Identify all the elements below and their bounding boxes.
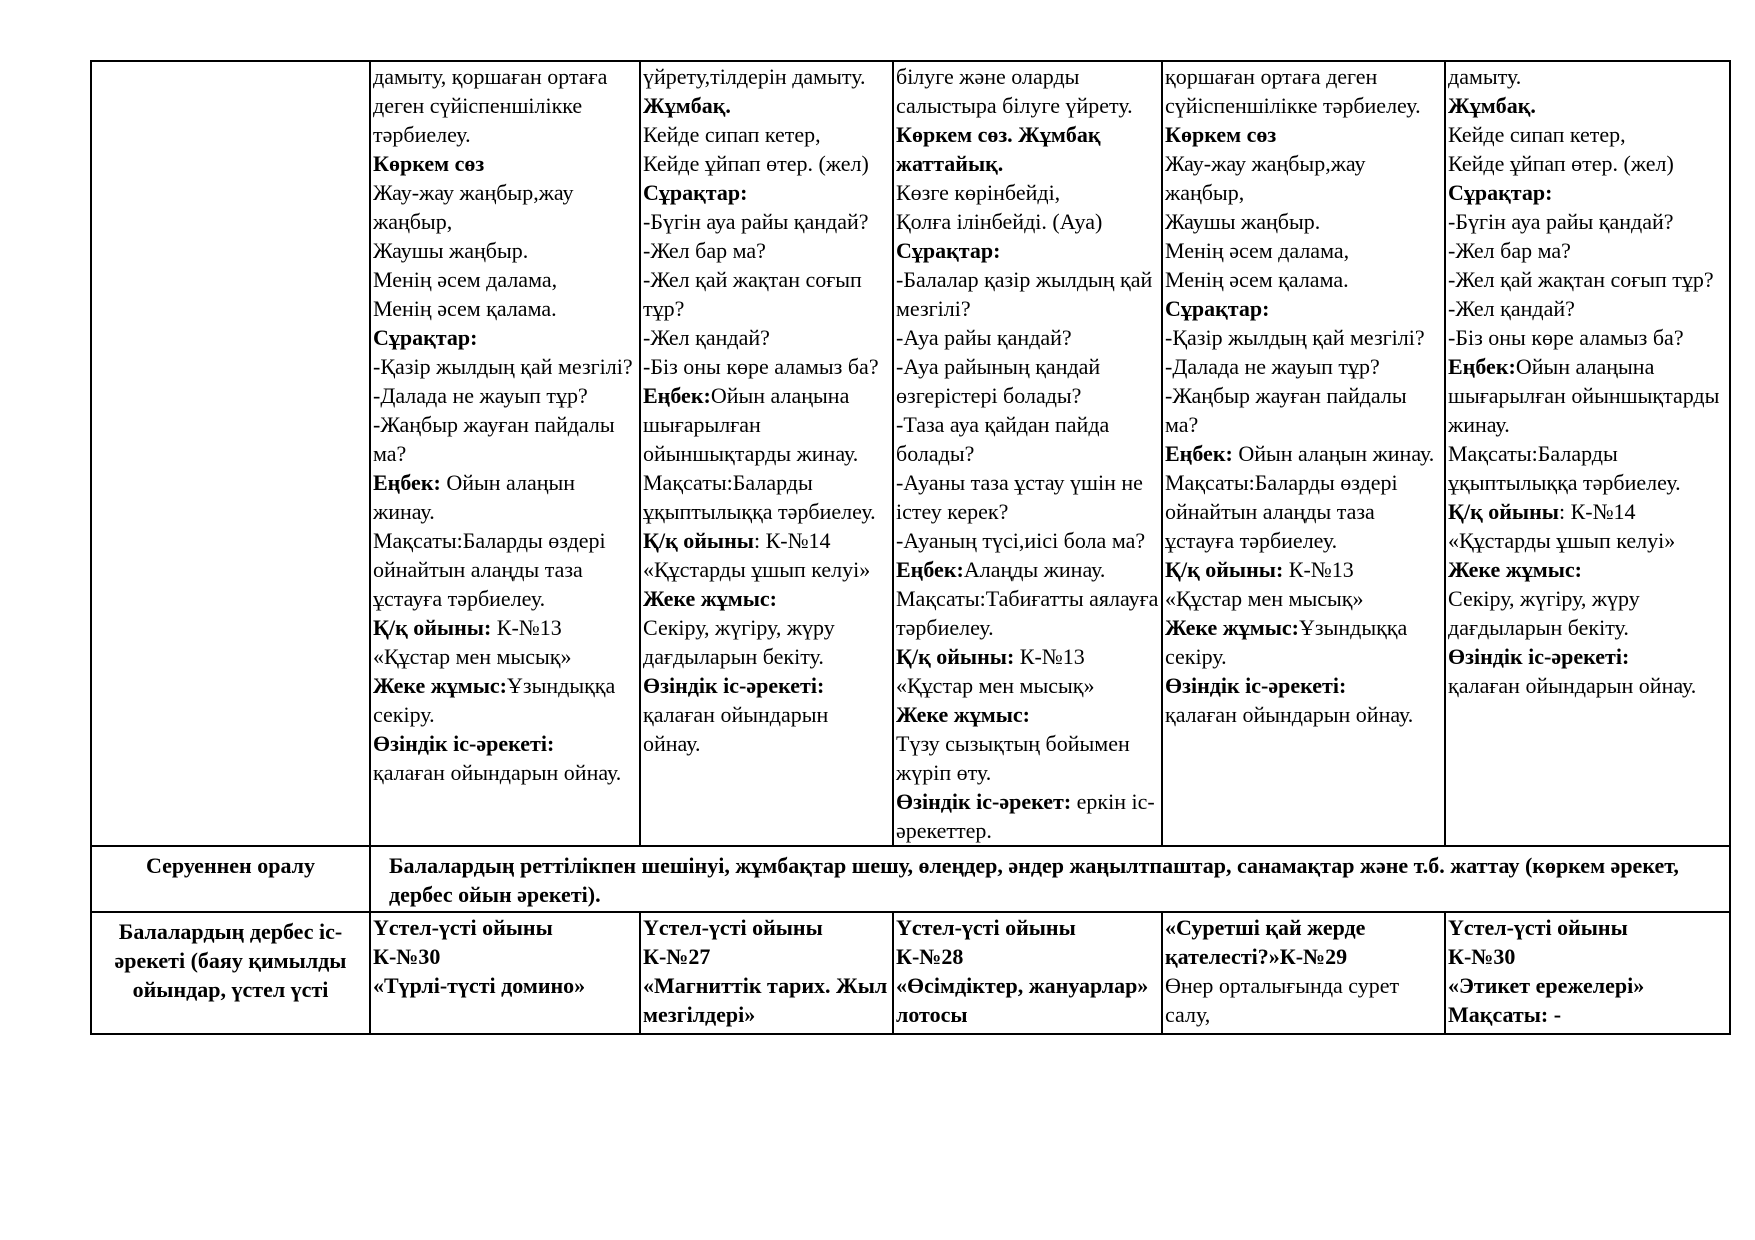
cell-line: [1165, 207, 1442, 236]
cell-text: Менің әсем далама,: [1165, 238, 1350, 263]
cell-text: қалаған ойындарын ойнау.: [643, 702, 829, 756]
cell-text: Ойын алаңын жинау.: [1232, 441, 1435, 466]
cell-line: [896, 913, 1159, 942]
section-heading: Үстел-үсті ойыны: [643, 915, 823, 940]
cell-text: Менің әсем қалама.: [373, 296, 557, 321]
cell-line: [1448, 526, 1727, 555]
cell-line: [896, 323, 1159, 352]
cell-line: [1165, 439, 1442, 468]
cell-line: [373, 236, 637, 265]
cell-line: [1448, 207, 1727, 236]
cell-text: «Құстар мен мысық»: [373, 644, 572, 669]
cell-line: [643, 671, 890, 700]
cell-line: [373, 265, 637, 294]
cell-line: [896, 642, 1159, 671]
cell-line: [643, 352, 890, 381]
cell-line: [643, 942, 890, 971]
section-heading: Еңбек:: [373, 470, 441, 495]
cell-line: [896, 584, 1159, 642]
cell-text: Көзге көрінбейді,: [896, 180, 1061, 205]
cell-text: еркін іс-әрекеттер.: [896, 789, 1155, 843]
cell-line: [1448, 91, 1727, 120]
section-heading: Қ/қ ойыны:: [896, 644, 1015, 669]
cell-line: [373, 613, 637, 642]
cell-text: Кейде сипап кетер,: [643, 122, 821, 147]
section-heading: Көркем сөз. Жұмбақ жаттайық.: [896, 122, 1101, 176]
cell-line: [896, 207, 1159, 236]
section-heading: Жеке жұмыс:: [373, 673, 507, 698]
cell-text: Мақсаты:Баларды өздері ойнайтын алаңды таза ұстауға тәрбиелеу.: [1165, 470, 1398, 553]
section-heading: Жеке жұмыс:: [643, 586, 777, 611]
cell-text: Секіру, жүгіру, жүру дағдыларын бекіту.: [1448, 586, 1640, 640]
cell-line: [896, 526, 1159, 555]
cell-line: [643, 91, 890, 120]
cell-line: [896, 787, 1159, 845]
section-heading: Қ/қ ойыны:: [1165, 557, 1284, 582]
section-heading: Сұрақтар:: [1448, 180, 1553, 205]
cell-line: [1448, 584, 1727, 642]
cell-line: [373, 62, 637, 149]
cell-text: -Жел қай жақтан соғып тұр?: [643, 267, 862, 321]
cell-line: [643, 62, 890, 91]
cell-line: [1448, 971, 1727, 1000]
row-label: [91, 61, 370, 846]
section-heading: Сұрақтар:: [896, 238, 1001, 263]
cell-text: -Жел қандай?: [643, 325, 770, 350]
cell-text: -Ауа райының қандай өзгерістері болады?: [896, 354, 1101, 408]
section-heading: Сұрақтар:: [643, 180, 748, 205]
cell-line: [643, 555, 890, 584]
section-heading: Жұмбақ.: [1448, 93, 1536, 118]
cell-line: [1165, 62, 1442, 120]
section-heading: Еңбек:: [1165, 441, 1233, 466]
cell-text: Ойын алаңына шығарылған ойыншықтарды жинау.: [643, 383, 859, 466]
section-heading: К-№30: [373, 944, 441, 969]
cell-text: -Далада не жауып тұр?: [373, 383, 588, 408]
cell-line: [896, 178, 1159, 207]
cell-text: білуге және оларды салыстыра білуге үйрету.: [896, 64, 1133, 118]
cell-line: [643, 913, 890, 942]
cell-line: [643, 700, 890, 758]
cell-line: [1448, 439, 1727, 497]
cell-text: Мақсаты:Баларды ұқыптылыққа тәрбиелеу.: [643, 470, 876, 524]
cell-line: [373, 178, 637, 236]
walk-cell-3: [893, 61, 1162, 846]
cell-text: Ойын алаңын жинау.: [373, 470, 576, 524]
cell-line: [643, 381, 890, 468]
cell-line: [896, 62, 1159, 120]
cell-text: Менің әсем қалама.: [1165, 267, 1349, 292]
section-heading: К-№28: [896, 944, 964, 969]
section-heading: Үстел-үсті ойыны: [896, 915, 1076, 940]
section-heading: Сұрақтар:: [373, 325, 478, 350]
cell-line: [1448, 236, 1727, 265]
cell-text: Қолға ілінбейді. (Ауа): [896, 209, 1103, 234]
section-heading: Қ/қ ойыны:: [373, 615, 492, 640]
section-heading: «Магниттік тарих. Жыл мезгілдері»: [643, 973, 888, 1027]
cell-text: -Ауаның түсі,иісі бола ма?: [896, 528, 1146, 553]
cell-text: қоршаған ортаға деген сүйіспеншілікке тәрбиелеу.: [1165, 64, 1421, 118]
row-label: Балалардың дербес іс-әрекеті (баяу қимылды ойындар, үстел үсті: [91, 912, 370, 1034]
section-heading: Көркем сөз: [373, 151, 485, 176]
activity-cell-2: [640, 912, 893, 1034]
cell-line: [1448, 555, 1727, 584]
cell-text: -Біз оны көре аламыз ба?: [1448, 325, 1684, 350]
cell-text: К-№13: [491, 615, 562, 640]
cell-line: [1448, 120, 1727, 149]
cell-line: [373, 294, 637, 323]
cell-line: [373, 410, 637, 468]
cell-text: -Қазір жылдың қай мезгілі?: [1165, 325, 1425, 350]
section-heading: К-№27: [643, 944, 711, 969]
cell-text: Алаңды жинау.: [963, 557, 1106, 582]
cell-line: [1165, 671, 1442, 700]
cell-line: [1165, 971, 1442, 1029]
section-heading: К-№30: [1448, 944, 1516, 969]
cell-text: «Құстарды ұшып келуі»: [1448, 528, 1676, 553]
section-heading: Үстел-үсті ойыны: [1448, 915, 1628, 940]
cell-text: Секіру, жүгіру, жүру дағдыларын бекіту.: [643, 615, 835, 669]
section-heading: Жұмбақ.: [643, 93, 731, 118]
cell-text: -Біз оны көре аламыз ба?: [643, 354, 879, 379]
cell-text: Мақсаты:Баларды өздері ойнайтын алаңды таза ұстауға тәрбиелеу.: [373, 528, 606, 611]
cell-text: Жаушы жаңбыр.: [1165, 209, 1321, 234]
cell-line: [896, 729, 1159, 787]
cell-line: [643, 149, 890, 178]
row-label: Серуеннен оралу: [91, 846, 370, 912]
cell-text: қалаған ойындарын ойнау.: [1448, 673, 1697, 698]
cell-text: -Жел бар ма?: [1448, 238, 1571, 263]
cell-line: [896, 352, 1159, 410]
cell-line: [1448, 294, 1727, 323]
cell-line: [643, 265, 890, 323]
cell-line: [373, 913, 637, 942]
cell-text: дамыту.: [1448, 64, 1522, 89]
cell-line: [896, 120, 1159, 178]
cell-line: [1165, 149, 1442, 207]
cell-text: : К-№14: [753, 528, 831, 553]
section-heading: Қ/қ ойыны: [1448, 499, 1559, 524]
table-row: [91, 61, 1730, 846]
section-heading: Жеке жұмыс:: [1165, 615, 1299, 640]
table-row: [91, 912, 1730, 1034]
section-heading: Сұрақтар:: [1165, 296, 1270, 321]
cell-text: Ұзындыққа секіру.: [373, 673, 616, 727]
cell-line: [1448, 671, 1727, 700]
cell-line: [373, 526, 637, 613]
cell-line: [373, 352, 637, 381]
cell-line: [896, 942, 1159, 971]
cell-text: Кейде сипап кетер,: [1448, 122, 1626, 147]
cell-line: [643, 178, 890, 207]
cell-line: [643, 526, 890, 555]
cell-line: [1448, 323, 1727, 352]
cell-line: [643, 207, 890, 236]
section-heading: Еңбек:: [643, 383, 711, 408]
cell-line: [896, 410, 1159, 468]
cell-line: [643, 120, 890, 149]
section-heading: Өзіндік іс-әрекеті:: [1165, 673, 1347, 698]
cell-text: дамыту, қоршаған ортаға деген сүйіспеншілікке тәрбиелеу.: [373, 64, 608, 147]
walk-cell-1: [370, 61, 640, 846]
cell-line: [1165, 381, 1442, 439]
cell-text: Жау-жау жаңбыр,жау жаңбыр,: [373, 180, 574, 234]
activity-cell-4: [1162, 912, 1445, 1034]
cell-text: Ойын алаңына шығарылған ойыншықтарды жинау.: [1448, 354, 1720, 437]
cell-line: [373, 149, 637, 178]
cell-line: [643, 584, 890, 613]
cell-text: «Құстар мен мысық»: [896, 673, 1095, 698]
cell-line: [1165, 323, 1442, 352]
daily-plan-table: [90, 60, 1731, 1035]
cell-text: -Ауаны таза ұстау үшін не істеу керек?: [896, 470, 1143, 524]
cell-text: -Жел бар ма?: [643, 238, 766, 263]
cell-line: [373, 729, 637, 758]
cell-text: -Жел қандай?: [1448, 296, 1575, 321]
cell-text: қалаған ойындарын ойнау.: [1165, 702, 1414, 727]
section-heading: Үстел-үсті ойыны: [373, 915, 553, 940]
cell-line: [373, 758, 637, 787]
section-heading: Еңбек:: [896, 557, 964, 582]
cell-line: [1448, 913, 1727, 942]
cell-line: [1448, 265, 1727, 294]
cell-text: -Ауа райы қандай?: [896, 325, 1072, 350]
section-heading: Қ/қ ойыны: [643, 528, 754, 553]
activity-cell-5: [1445, 912, 1730, 1034]
cell-line: [373, 971, 637, 1000]
cell-text: қалаған ойындарын ойнау.: [373, 760, 622, 785]
cell-line: [896, 468, 1159, 526]
cell-text: К-№13: [1014, 644, 1085, 669]
cell-text: Мақсаты:Баларды ұқыптылыққа тәрбиелеу.: [1448, 441, 1681, 495]
cell-line: [373, 323, 637, 352]
cell-line: [896, 555, 1159, 584]
cell-line: [1448, 178, 1727, 207]
cell-line: [896, 971, 1159, 1029]
cell-line: [1165, 913, 1442, 971]
cell-text: -Жаңбыр жауған пайдалы ма?: [1165, 383, 1407, 437]
cell-text: үйрету,тілдерін дамыту.: [643, 64, 866, 89]
cell-text: -Жаңбыр жауған пайдалы ма?: [373, 412, 615, 466]
cell-line: [1165, 584, 1442, 613]
cell-line: [1448, 352, 1727, 439]
cell-text: : К-№14: [1558, 499, 1636, 524]
plan-sheet: [90, 60, 1731, 1035]
section-heading: «Суретші қай жерде қателесті?»К-№29: [1165, 915, 1366, 969]
cell-text: -Бүгін ауа райы қандай?: [643, 209, 869, 234]
section-heading: Көркем сөз: [1165, 122, 1277, 147]
cell-line: [896, 265, 1159, 323]
cell-line: [1448, 1000, 1727, 1029]
cell-line: [1165, 294, 1442, 323]
cell-text: -Қазір жылдың қай мезгілі?: [373, 354, 633, 379]
cell-line: [1448, 62, 1727, 91]
section-heading: Өзіндік іс-әрекеті:: [643, 673, 825, 698]
cell-line: [896, 700, 1159, 729]
cell-line: [1448, 149, 1727, 178]
cell-line: [1165, 265, 1442, 294]
table-row: [91, 846, 1730, 912]
walk-cell-5: [1445, 61, 1730, 846]
return-description: Балалардың реттілікпен шешінуі, жұмбақтар шешу, өлеңдер, әндер жаңылтпаштар, санамақтар және т.б. жаттау (көркем әрекет, дербес ойын әрекеті).: [370, 846, 1730, 912]
activity-cell-1: [370, 912, 640, 1034]
cell-text: «Құстарды ұшып келуі»: [643, 557, 871, 582]
cell-line: [373, 642, 637, 671]
cell-line: [643, 323, 890, 352]
section-heading: Мақсаты: -: [1448, 1002, 1562, 1027]
cell-text: «Құстар мен мысық»: [1165, 586, 1364, 611]
cell-text: Кейде ұйпап өтер. (жел): [643, 151, 869, 176]
cell-line: [643, 971, 890, 1029]
cell-line: [1165, 555, 1442, 584]
section-heading: Өзіндік іс-әрекет:: [896, 789, 1072, 814]
section-heading: Өзіндік іс-әрекеті:: [1448, 644, 1630, 669]
cell-line: [373, 381, 637, 410]
cell-text: Кейде ұйпап өтер. (жел): [1448, 151, 1674, 176]
cell-text: -Таза ауа қайдан пайда болады?: [896, 412, 1110, 466]
cell-line: [373, 671, 637, 729]
cell-line: [1448, 642, 1727, 671]
cell-text: Түзу сызықтың бойымен жүріп өту.: [896, 731, 1130, 785]
section-heading: «Өсімдіктер, жануарлар» лотосы: [896, 973, 1149, 1027]
cell-text: -Балалар қазір жылдың қай мезгілі?: [896, 267, 1153, 321]
cell-text: Жау-жау жаңбыр,жау жаңбыр,: [1165, 151, 1366, 205]
cell-line: [1165, 120, 1442, 149]
cell-text: Менің әсем далама,: [373, 267, 558, 292]
cell-text: Өнер орталығында сурет салу,: [1165, 973, 1400, 1027]
cell-line: [1165, 613, 1442, 671]
cell-line: [1165, 236, 1442, 265]
section-heading: Еңбек:: [1448, 354, 1516, 379]
cell-line: [373, 468, 637, 526]
cell-text: К-№13: [1283, 557, 1354, 582]
cell-text: Мақсаты:Табиғатты аялауға тәрбиелеу.: [896, 586, 1159, 640]
cell-line: [1165, 700, 1442, 729]
section-heading: Өзіндік іс-әрекеті:: [373, 731, 555, 756]
walk-cell-2: [640, 61, 893, 846]
cell-line: [643, 613, 890, 671]
cell-text: Ұзындыққа секіру.: [1165, 615, 1408, 669]
walk-cell-4: [1162, 61, 1445, 846]
cell-line: [1165, 468, 1442, 555]
cell-line: [896, 236, 1159, 265]
cell-line: [1448, 497, 1727, 526]
activity-cell-3: [893, 912, 1162, 1034]
section-heading: «Этикет ережелері»: [1448, 973, 1645, 998]
section-heading: «Түрлі-түсті домино»: [373, 973, 586, 998]
cell-text: -Жел қай жақтан соғып тұр?: [1448, 267, 1714, 292]
cell-line: [1448, 942, 1727, 971]
section-heading: Жеке жұмыс:: [896, 702, 1030, 727]
cell-line: [643, 236, 890, 265]
cell-text: -Бүгін ауа райы қандай?: [1448, 209, 1674, 234]
section-heading: Жеке жұмыс:: [1448, 557, 1582, 582]
cell-line: [643, 468, 890, 526]
cell-line: [373, 942, 637, 971]
cell-text: -Далада не жауып тұр?: [1165, 354, 1380, 379]
cell-text: Жаушы жаңбыр.: [373, 238, 529, 263]
cell-line: [896, 671, 1159, 700]
cell-line: [1165, 352, 1442, 381]
